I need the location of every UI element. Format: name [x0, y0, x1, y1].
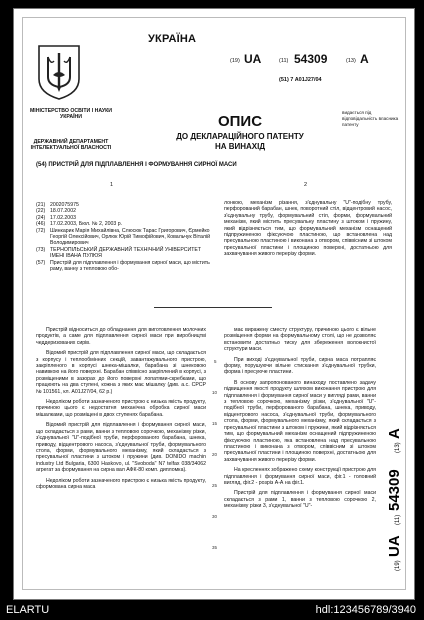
inid-code-11: (11) — [279, 58, 289, 64]
document-kind: A — [360, 52, 369, 66]
vertical-document-kind: A — [386, 428, 403, 439]
trident-emblem-icon — [36, 43, 82, 101]
body-column-right — [224, 327, 376, 514]
body-column-left — [36, 327, 206, 494]
paragraph: Недоліком роботи зазначеного пристрою є низька якість продукту, причиною цього є недостатня механічна обробка сирної маси мішалками, що розміщені в двох ступенях барабана. — [36, 399, 206, 418]
department-name: ДЕРЖАВНИЙ ДЕПАРТАМЕНТ ІНТЕЛЕКТУАЛЬНОЇ ВЛАСНОСТІ — [30, 139, 112, 151]
responsibility-note: видається під відповідальність власника патенту — [342, 110, 399, 127]
paragraph: На кресленнях зображено схему конструкції пристрою для підплавлення і формування сирної маси, фіг.1 - головний вигляд, фіг.2 - розріз А-А на фіг.1. — [224, 467, 376, 486]
biblio-code: (21) — [36, 202, 46, 208]
country-name: УКРАЇНА — [148, 33, 197, 45]
paragraph: Пристрій для підплавлення і формування сирної маси складається з рами 1, ванни з тепловою сорочкою 2, механізму різки 3, з'єднувальної "U"- — [224, 490, 376, 510]
biblio-text: 2002075975 — [50, 202, 79, 208]
patent-number: 54309 — [294, 52, 328, 66]
biblio-code: (24) — [36, 214, 46, 221]
vertical-patent-number: 54309 — [386, 469, 403, 511]
subtitle-line-1: ДО ДЕКЛАРАЦІЙНОГО ПАТЕНТУ — [176, 132, 304, 141]
biblio-code: (57) — [36, 259, 46, 266]
subtitle-line-2: НА ВИНАХІД — [214, 142, 266, 151]
claim-continuation: лонкою, механізм різання, з'єднувальну "U"-подібну трубу, перфорований барабан, шнек, поворотний стіл, відцентровий насос, з'єднувальну трубу, формувальний стіл, форми, формувальний механізм, який містить пресувальну пластину з штоком і пружину, який відрізняється тим, що формувальний механізм оснащений підпружиненою фіксуючою пластиною, що встановлена над пресувальною пластиною і виконана з отвором, співвісним зі штоком пресувальної пластини і площиною поверхні, достатньою для захвачування живого перерізу форми. — [224, 200, 392, 258]
line-number: 20 — [212, 452, 218, 457]
biblio-row — [36, 260, 216, 273]
biblio-row — [36, 228, 216, 247]
paragraph: Пристрій відноситься до обладнання для виготовлення молочних продуктів, а саме для підплавлення сирної маси при виробництві чеддеризованих сирів. — [36, 327, 206, 346]
patent-page — [13, 8, 415, 600]
biblio-text: 17.02.2003 — [50, 214, 76, 221]
document-subtitle — [130, 132, 350, 152]
biblio-text: ТЕРНОПІЛЬСЬКИЙ ДЕРЖАВНИЙ ТЕХНІЧНИЙ УНІВЕРСИТЕТ ІМЕНІ ІВАНА ПУЛЮЯ — [50, 246, 201, 260]
country-code: UA — [244, 52, 262, 66]
biblio-code: (22) — [36, 208, 46, 215]
vertical-country-code: UA — [386, 535, 403, 557]
footer-handle: hdl:123456789/3940 — [315, 604, 416, 616]
paragraph: При виході з'єднувальної труби, сирна маса потрапляє форму, порушуючи вільне стискання з'єднувальної трубки, форма і пресуюче пластини. — [224, 356, 376, 376]
inid-code-13: (13) — [346, 58, 356, 64]
biblio-text: 18.07.2002 — [50, 208, 76, 215]
invention-title: (54) ПРИСТРІЙ ДЛЯ ПІДПЛАВЛЕННЯ І ФОРМУВАННЯ СИРНОЇ МАСИ — [36, 162, 237, 168]
paragraph: Відомий пристрій для підплавлення сирної маси, що складається з корпусу і теплообмінних секцій, завантажувального пристрою, закріпленого в корпусі шнека-мішалки, барабана зі шнековою навивкою на його поверхні. Барабан співвісно закріплений в корпусі, з розміщеними в зазорах до його поверхні лопатями-скребками, що працюють на два ступені, кожна з яких має мішалку (див. а.с. СРСР № 101561, кл. A01J27/04, 62 р.) — [36, 350, 206, 395]
line-number: 30 — [212, 514, 218, 519]
column-number-2: 2 — [304, 182, 308, 188]
line-number: 25 — [212, 483, 218, 488]
line-number: 15 — [212, 421, 218, 426]
document-title: ОПИС — [217, 113, 263, 130]
biblio-code: (72) — [36, 227, 46, 234]
biblio-code: (73) — [36, 246, 46, 253]
line-number: 5 — [214, 359, 217, 364]
paragraph: Недоліком роботи зазначеного пристрою є низька якість продукту, сформована сирна маса — [36, 477, 206, 490]
line-number: 35 — [212, 545, 218, 550]
ipc-classification: (51) 7 A01J27/04 — [279, 77, 322, 83]
vertical-patent-label — [378, 309, 408, 600]
paragraph: має виражену сместу структуру, причиною цього є вільне розміщення форми на формувальному столі, що не дозволяє встановити достатньо тиску для збереження волокнистої структури маси. — [224, 327, 376, 353]
biblio-row — [36, 247, 216, 260]
vertical-code-11: (11) — [395, 514, 401, 525]
separator-line — [154, 307, 272, 308]
vertical-code-13: (13) — [395, 442, 401, 453]
biblio-text: Шинкарик Марія Михайлівна, Слюсюк Тарас Григорович, Єрмейко Георгій Олексійович, Орлюк Юрій Тимофійович, Ковальчук Віталій Володимирович — [50, 227, 210, 247]
paragraph: Відомий пристрій для підплавлення і формування сирної маси, що складається з рами, ванни з тепловою сорочкою, механізму різки, з'єднувальної "U"-подібної труби, перфорованого барабана, шнека, приводу, відцентрового насоса, з'єднувальної труби, формувального стола, форми, формувального механізму, який складається з пресувальної пластини з штоком і пружини (див. DONIDO machin industry Ltd Bulgaria, 6300 Haskovo, ul. "Svoboda" N7 telfax 038/34062 агрегат за формування на сирна вал АФК-80 комп. дипломка). — [36, 422, 206, 474]
vertical-code-19: (19) — [395, 560, 401, 571]
biblio-text: Пристрій для підплавлення і формування сирної маси, що містить раму, ванну з тепловою обо- — [50, 259, 210, 273]
footer-repository: ELARTU — [6, 604, 50, 616]
inid-code-19: (19) — [230, 58, 240, 64]
bibliographic-data — [36, 202, 216, 272]
column-number-1: 1 — [110, 182, 114, 188]
biblio-text: 17.02.2003, Бюл. № 2, 2003 р. — [50, 221, 123, 228]
biblio-code: (46) — [36, 221, 46, 228]
paragraph: В основу запропонованого винаходу поставлено задачу підвищення якості продукту шляхом виконання пристрою для підплавлення і формування сирної маси у вигляді рами, ванни з тепловою сорочкою, механізму різки, з'єднувальної "U"-подібної труби, перфорованого барабана, шнека, приводу, відцентрового насоса, з'єднувальної труби, формувального стола, форми, формувального механізму, який складається з пресувальної пластини з штоком і пружини, який відрізняється тим, що формувальний механізм оснащений підпружиненою фіксуючою пластиною, яка встановлена над пресувальною пластиною і виконана з отвором, співвісним зі штоком пресувальної пластини і площиною поверхні, достатньою для захвачування живого перерізу форми. — [224, 379, 376, 463]
ministry-name: МІНІСТЕРСТВО ОСВІТИ І НАУКИ УКРАЇНИ — [29, 108, 112, 120]
line-number: 10 — [212, 390, 218, 395]
